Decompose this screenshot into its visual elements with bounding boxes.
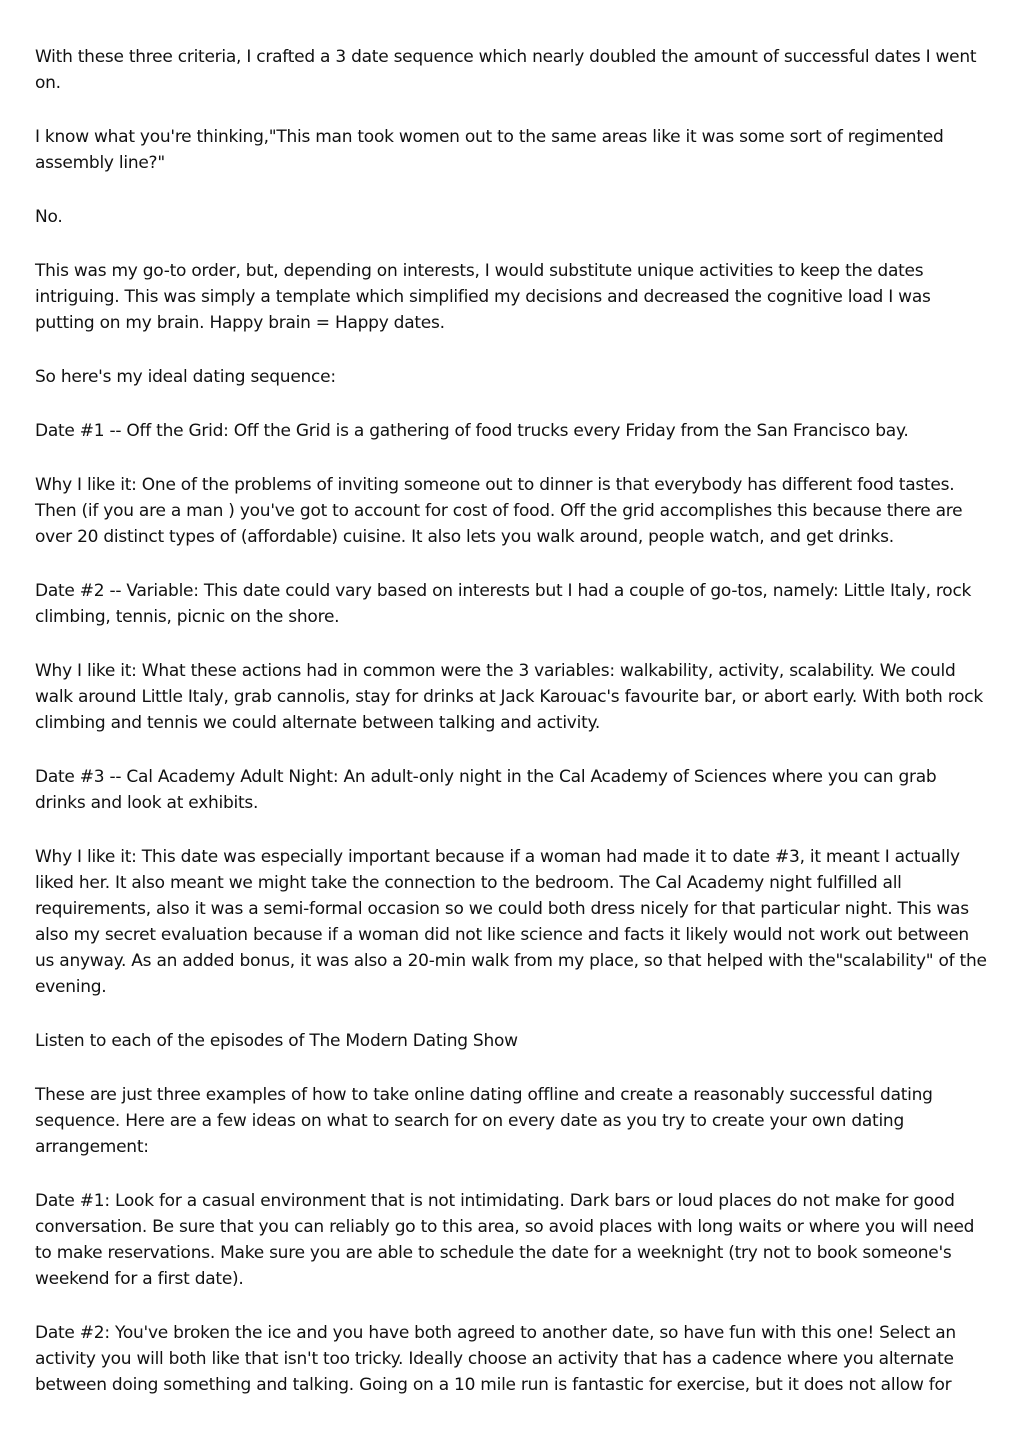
paragraph: Date #1: Look for a casual environment that is not intimidating. Dark bars or loud places do not make for good conversation. Be sure that you can reliably go to this area, so avoid places with long waits or where you will need to make reservations. Make sure you are able to schedule the date for a weeknight (try not to book someone's weekend for a first date). <box>35 1191 975 1289</box>
paragraph: Date #1 -- Off the Grid: Off the Grid is a gathering of food trucks every Friday from the San Francisco bay. <box>35 421 909 441</box>
paragraph: Why I like it: This date was especially important because if a woman had made it to date #3, it meant I actually liked her. It also meant we might take the connection to the bedroom. The Cal Academy night fulfilled all requirements, also it was a semi-formal occasion so we could both dress nicely for that particular night. This was also my secret evaluation because if a woman did not like science and facts it likely would not work out between us anyway. As an added bonus, it was also a 20-min walk from my place, so that helped with the"scalability" of the evening. <box>35 847 987 997</box>
paragraph: No. <box>35 207 63 227</box>
document-body <box>35 44 991 1426</box>
paragraph: I know what you're thinking,"This man took women out to the same areas like it was some sort of regimented assembly line?" <box>35 127 944 173</box>
paragraph: Listen to each of the episodes of The Modern Dating Show <box>35 1031 518 1051</box>
paragraph: So here's my ideal dating sequence: <box>35 367 336 387</box>
paragraph: Why I like it: One of the problems of inviting someone out to dinner is that everybody has different food tastes. Then (if you are a man ) you've got to account for cost of food. Off the grid accomplishes this because there are over 20 distinct types of (affordable) cuisine. It also lets you walk around, people watch, and get drinks. <box>35 475 963 547</box>
paragraph: Date #3 -- Cal Academy Adult Night: An adult-only night in the Cal Academy of Sciences where you can grab drinks and look at exhibits. <box>35 767 937 813</box>
paragraph: These are just three examples of how to take online dating offline and create a reasonably successful dating sequence. Here are a few ideas on what to search for on every date as you try to create your own dating arrangement: <box>35 1085 933 1157</box>
paragraph: This was my go-to order, but, depending on interests, I would substitute unique activities to keep the dates intriguing. This was simply a template which simplified my decisions and decreased the cognitive load I was putting on my brain. Happy brain = Happy dates. <box>35 261 931 333</box>
paragraph: Why I like it: What these actions had in common were the 3 variables: walkability, activity, scalability. We could walk around Little Italy, grab cannolis, stay for drinks at Jack Karouac's favourite bar, or abort early. With both rock climbing and tennis we could alternate between talking and activity. <box>35 661 983 733</box>
paragraph: Date #2 -- Variable: This date could vary based on interests but I had a couple of go-tos, namely: Little Italy, rock climbing, tennis, picnic on the shore. <box>35 581 972 627</box>
paragraph: Date #2: You've broken the ice and you have both agreed to another date, so have fun with this one! Select an activity you will both like that isn't too tricky. Ideally choose an activity that has a cadence where you alternate between doing something and talking. Going on a 10 mile run is fantastic for exercise, but it does not allow for <box>35 1323 956 1395</box>
paragraph: With these three criteria, I crafted a 3 date sequence which nearly doubled the amount of successful dates I went on. <box>35 47 977 93</box>
